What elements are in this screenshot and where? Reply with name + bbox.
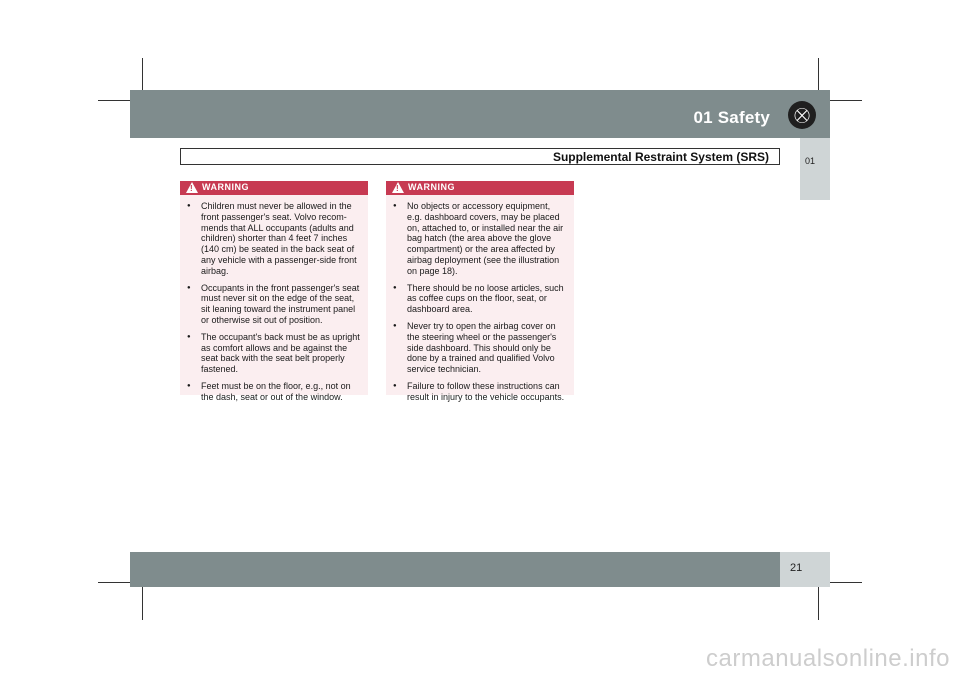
chapter-icon-box <box>780 90 830 138</box>
warning-label: WARNING <box>408 182 455 192</box>
warning-list <box>386 195 574 403</box>
warning-box-right <box>386 181 574 402</box>
list-item: ● Children must never be allowed in the front passenger's seat. Volvo recom-mends that ALL occupants (adults and children) shorter than 4 feet 7 inches (140 cm) be seated in the back seat of any vehicle with a passenger-side front airbag. <box>186 201 360 277</box>
chapter-title: 01 Safety <box>693 108 770 127</box>
watermark: carmanualsonline.info <box>706 645 950 672</box>
list-item: ● Failure to follow these instructions can result in injury to the vehicle occupants. <box>392 381 566 403</box>
section-header <box>180 148 780 165</box>
chapter-header-bar <box>130 90 800 138</box>
section-title: Supplemental Restraint System (SRS) <box>552 150 769 164</box>
warning-box-left <box>180 181 368 402</box>
page-number: 21 <box>790 562 803 574</box>
chapter-tab-label: 01 <box>805 156 816 166</box>
list-item: ● Feet must be on the floor, e.g., not on the dash, seat or out of the window. <box>186 381 360 403</box>
list-item: ● There should be no loose articles, such as coffee cups on the floor, seat, or dashboard area. <box>392 283 566 315</box>
page-number-box <box>780 552 830 587</box>
warning-list <box>180 195 368 403</box>
chapter-tab[interactable] <box>800 138 830 200</box>
warning-header <box>386 181 574 195</box>
warning-icon <box>186 182 198 193</box>
list-item: ● Occupants in the front passenger's seat must never sit on the edge of the seat, sit leaning toward the instrument panel or otherwise sit out of position. <box>186 283 360 326</box>
warning-header <box>180 181 368 195</box>
list-item: ● The occupant's back must be as upright as comfort allows and be against the seat back with the seat belt properly fastened. <box>186 332 360 375</box>
list-item: ● No objects or accessory equipment, e.g. dashboard covers, may be placed on, attached to, or installed near the air bag hatch (the area above the glove compartment) or the area affected by airbag deployment (see the illustration on page 18). <box>392 201 566 277</box>
warning-label: WARNING <box>202 182 249 192</box>
seatbelt-icon: ⛒ <box>788 101 816 129</box>
warning-icon <box>392 182 404 193</box>
footer-bar <box>130 552 780 587</box>
list-item: ● Never try to open the airbag cover on the steering wheel or the passenger's side dashboard. This should only be done by a trained and qualified Volvo service technician. <box>392 321 566 375</box>
